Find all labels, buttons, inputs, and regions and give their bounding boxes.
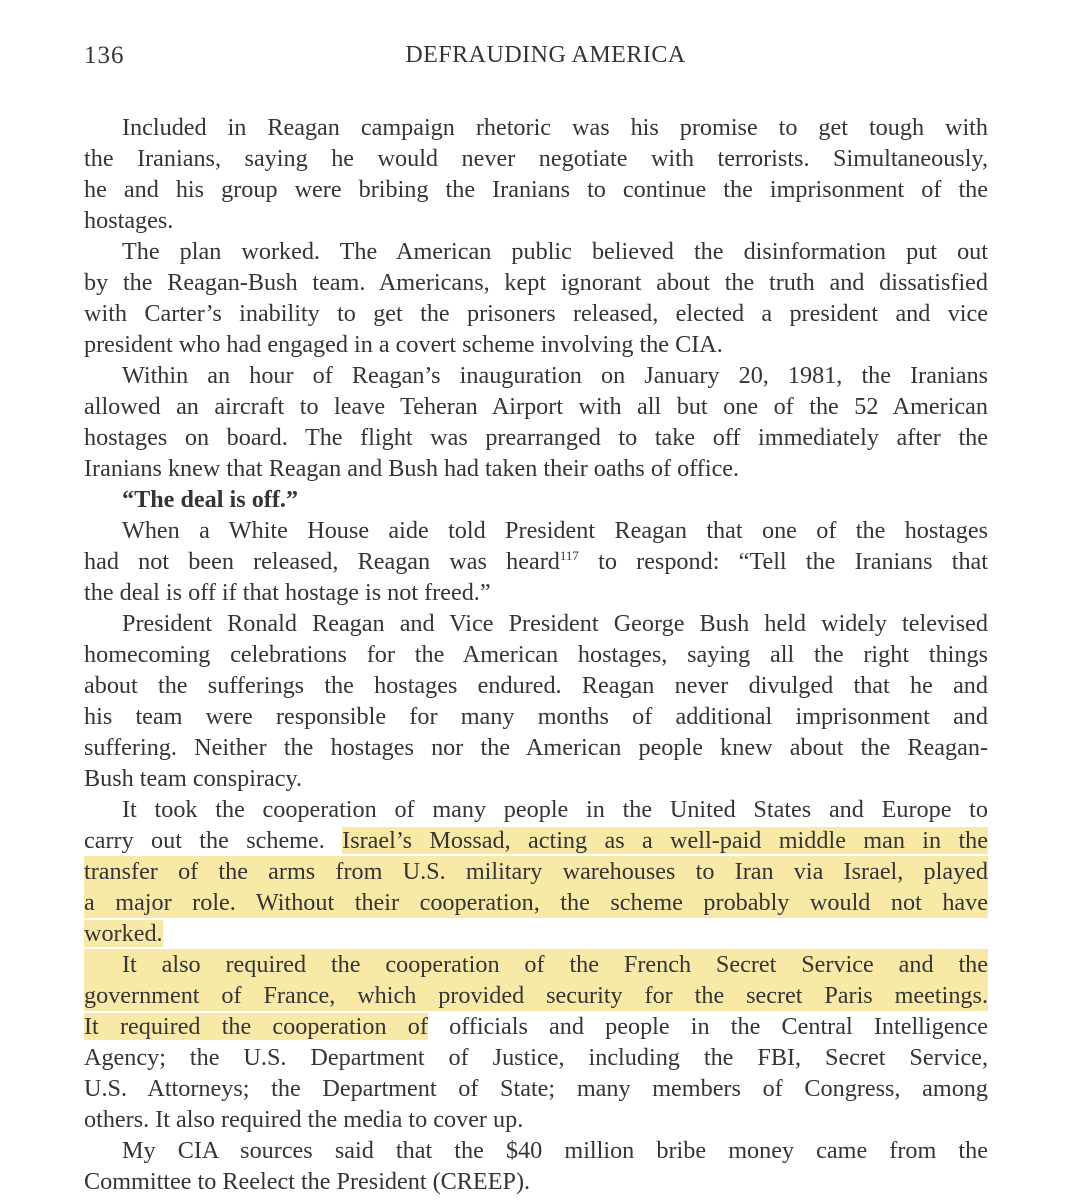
text-segment: with Carter’s inability to get the prisoners released, elected a president and vice [84,300,988,327]
text-line [84,1073,988,1104]
text-segment: “The deal is off.” [122,486,299,513]
text-line [84,515,988,546]
running-title: DEFRAUDING AMERICA [405,42,686,68]
text-line [84,1166,988,1197]
text-segment: Committee to Reelect the President (CREEP). [84,1168,531,1195]
highlighted-text-line [84,887,988,918]
text-line [84,422,988,453]
text-segment: Included in Reagan campaign rhetoric was his promise to get tough with [122,114,988,141]
highlighted-text: Israel’s Mossad, acting as a well-paid middle man in the [342,827,988,854]
text-line [84,918,988,949]
text-segment: a major role. Without their cooperation, the scheme probably would not have [84,889,988,916]
text-line [84,639,988,670]
text-segment: others. It also required the media to cover up. [84,1106,524,1133]
highlighted-text-line [84,949,988,980]
text-segment: his team were responsible for many months of additional imprisonment and [84,703,988,730]
text-line [84,298,988,329]
highlighted-text: It required the cooperation of [84,1013,428,1040]
text-segment: It took the cooperation of many people in the United States and Europe to [122,796,988,823]
text-line [84,112,988,143]
text-line [84,329,988,360]
text-segment: president who had engaged in a covert scheme involving the CIA. [84,331,723,358]
highlighted-text-line [84,856,988,887]
section-heading [84,484,988,515]
text-line [84,546,988,577]
text-line [84,577,988,608]
text-segment: My CIA sources said that the $40 million bribe money came from the [122,1137,988,1164]
text-line [84,205,988,236]
highlighted-text: worked. [84,920,163,947]
text-segment: U.S. Attorneys; the Department of State; many members of Congress, among [84,1075,988,1102]
body-text [84,112,988,1197]
text-segment: hostages on board. The flight was prearranged to take off immediately after the [84,424,988,451]
text-line [84,1104,988,1135]
text-segment: The plan worked. The American public believed the disinformation put out [122,238,988,265]
text-line [84,391,988,422]
text-segment: Agency; the U.S. Department of Justice, including the FBI, Secret Service, [84,1044,988,1071]
text-line [84,1042,988,1073]
text-line [84,360,988,391]
text-segment: Bush team conspiracy. [84,765,303,792]
text-segment: homecoming celebrations for the American hostages, saying all the right things [84,641,988,668]
page-number: 136 [84,42,125,69]
text-line [84,701,988,732]
text-segment: allowed an aircraft to leave Teheran Airport with all but one of the 52 American [84,393,988,420]
text-line [84,732,988,763]
text-segment: suffering. Neither the hostages nor the American people knew about the Reagan- [84,734,988,761]
text-segment: It also required the cooperation of the French Secret Service and the [122,951,988,978]
text-segment: President Ronald Reagan and Vice President George Bush held widely televised [122,610,988,637]
text-line [84,763,988,794]
highlighted-text-line [84,980,988,1011]
text-line [84,143,988,174]
text-line [84,670,988,701]
text-segment: about the sufferings the hostages endured. Reagan never divulged that he and [84,672,988,699]
text-segment: the Iranians, saying he would never negotiate with terrorists. Simultaneously, [84,145,988,172]
text-line [84,453,988,484]
text-line [84,174,988,205]
text-line [84,794,988,825]
text-segment: hostages. [84,207,174,234]
text-segment: officials and people in the Central Intelligence [427,1013,988,1040]
text-segment: government of France, which provided security for the secret Paris meetings. [84,982,988,1009]
footnote-reference: 117 [559,548,579,563]
text-segment: the deal is off if that hostage is not freed.” [84,579,491,606]
text-line [84,267,988,298]
text-segment: had not been released, Reagan was heard [84,548,560,575]
text-line [84,1011,988,1042]
text-line [84,825,988,856]
text-segment: transfer of the arms from U.S. military warehouses to Iran via Israel, played [84,858,988,885]
text-segment: Within an hour of Reagan’s inauguration on January 20, 1981, the Iranians [122,362,988,389]
text-segment: he and his group were bribing the Iranians to continue the imprisonment of the [84,176,988,203]
text-line [84,608,988,639]
text-segment: When a White House aide told President Reagan that one of the hostages [122,517,988,544]
text-line [84,236,988,267]
text-segment: Iranians knew that Reagan and Bush had taken their oaths of office. [84,455,740,482]
text-segment: to respond: “Tell the Iranians that [578,548,988,575]
text-line [84,1135,988,1166]
text-segment: by the Reagan-Bush team. Americans, kept ignorant about the truth and dissatisfied [84,269,988,296]
text-segment: carry out the scheme. [84,827,343,854]
